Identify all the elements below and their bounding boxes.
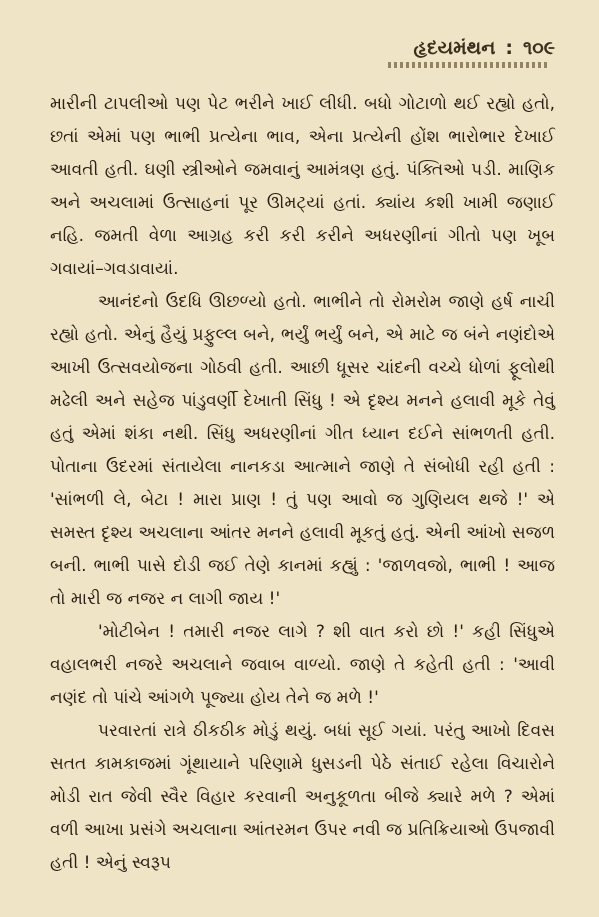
paragraph-4: પરવારતાં રાત્રે ઠીકઠીક મોડું થયું. બધાં સૂઈ ગયાં. પરંતુ આખો દિવસ સતત કામકાજમાં ગૂંથાયાને પરિણામે ધુસડની પેઠે સંતાઈ રહેલા વિચારોને મોડી રાત જેવી સ્વૈર વિહાર કરવાની અનુકૂળતા બીજે ક્યારે મળે ? એમાં વળી આખા પ્રસંગે અચલાના આંતરમન ઉપર નવી જ પ્રતિક્રિયાઓ ઉપજાવી હતી ! એનું સ્વરૂપ	[50, 721, 555, 873]
header-separator: :	[505, 37, 513, 59]
paragraph-3: 'મોટીબેન ! તમારી નજર લાગે ? શી વાત કરો છો !' કહી સિંધુએ વહાલભરી નજરે અચલાને જવાબ વાળ્યો. જાણે તે કહેતી હતી : 'આવી નણંદ તો પાંચે આંગળે પૂજ્યા હોય તેને જ મળે !'	[50, 622, 555, 708]
paragraph-2: આનંદનો ઉદધિ ઊછળ્યો હતો. ભાભીને તો રોમરોમ જાણે હર્ષ નાચી રહ્યો હતો. એનું હૈયું પ્રફુલ્લ બને, ભર્યું ભર્યું બને, એ માટે જ બંને નણંદોએ આખી ઉત્સવયોજના ગોઠવી હતી. આછી ધૂસર ચાંદની વચ્ચે ધોળાં ફૂલોથી મઢેલી અને સહેજ પાંડુવર્ણી દેખાતી સિંધુ ! એ દૃશ્ય મનને હલાવી મૂકે તેવું હતું એમાં શંકા નથી. સિંધુ અધરણીનાં ગીત ધ્યાન દઈને સાંભળતી હતી. પોતાના ઉદરમાં સંતાયેલા નાનકડા આત્માને જાણે તે સંબોધી રહી હતી : 'સાંભળી લે, બેટા ! મારા પ્રાણ ! તું પણ આવો જ ગુણિયલ થજે !' એ સમસ્ત દૃશ્ય અચલાના આંતર મનને હલાવી મૂકતું હતું. એની આંખો સજળ બની. ભાભી પાસે દોડી જઈ તેણે કાનમાં કહ્યું : 'જાળવજો, ભાભી ! આજ તો મારી જ નજર ન લાગી જાય !'	[50, 292, 555, 609]
page-body	[50, 88, 555, 880]
header-rule	[388, 62, 548, 68]
paragraph-1: મારીની ટાપલીઓ પણ પેટ ભરીને ખાઈ લીધી. બધો ગોટાળો થઈ રહ્યો હતો, છતાં એમાં પણ ભાભી પ્રત્યેના ભાવ, એના પ્રત્યેની હોંશ ભારોભાર દેખાઈ આવતી હતી. ઘણી સ્ત્રીઓને જમવાનું આમંત્રણ હતું. પંક્તિઓ પડી. માણિક અને અચલામાં ઉત્સાહનાં પૂર ઊમટ્યાં હતાં. ક્યાંય કશી ખામી જણાઈ નહિ. જમતી વેળા આગ્રહ કરી કરી કરીને અધરણીનાં ગીતો પણ ખૂબ ગવાયાં–ગવડાવાયાં.	[50, 94, 555, 279]
page-number: ૧૦૯	[523, 37, 555, 59]
running-title: હૃદયમંથન	[413, 37, 496, 59]
